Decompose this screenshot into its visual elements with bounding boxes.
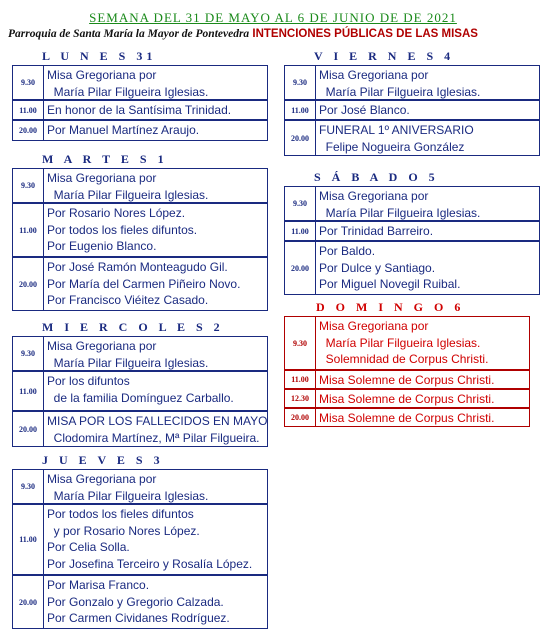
day-heading-martes: M A R T E S 1 — [42, 152, 168, 166]
intention-line: Misa Gregoriana por — [319, 68, 429, 82]
day-heading-domingo: D O M I N G O 6 — [316, 300, 465, 314]
intention-line: Clodomira Martínez, Mª Pilar Filgueira. — [47, 430, 260, 445]
mass-time: 9.30 — [285, 317, 316, 369]
mass-time: 20.00 — [13, 576, 44, 628]
intention-line: Por Francisco Viéitez Casado. — [47, 293, 209, 307]
intention-line: Por Josefina Terceiro y Rosalía López. — [47, 556, 253, 571]
day-heading-sabado: S Á B A D O 5 — [314, 170, 439, 184]
mass-intention — [47, 170, 265, 203]
mass-time: 11.00 — [285, 371, 316, 388]
mass-intention — [47, 506, 265, 572]
intention-line: María Pilar Filgueira Iglesias. — [47, 187, 209, 202]
mass-row-viernes — [284, 120, 540, 156]
intention-line: Por Gonzalo y Gregorio Calzada. — [47, 594, 224, 609]
intention-line: Misa Gregoriana por — [47, 171, 157, 185]
intention-line: Misa Solemne de Corpus Christi. — [319, 392, 495, 406]
intention-line: Por José Ramón Monteagudo Gil. — [47, 260, 228, 274]
mass-intention — [47, 205, 265, 255]
mass-row-martes — [12, 257, 268, 311]
intention-line: Misa Gregoriana por — [319, 319, 429, 333]
intentions-heading: INTENCIONES PÚBLICAS DE LAS MISAS — [252, 28, 478, 40]
intention-line: María Pilar Filgueira Iglesias. — [47, 488, 209, 503]
intention-line: de la familia Domínguez Carballo. — [47, 390, 234, 405]
intention-line: Felipe Nogueira González — [319, 139, 465, 154]
intention-line: María Pilar Filgueira Iglesias. — [319, 205, 481, 220]
mass-row-lunes — [12, 120, 268, 141]
intention-line: Por todos los fieles difuntos. — [47, 222, 198, 237]
intention-line: María Pilar Filgueira Iglesias. — [47, 84, 209, 99]
mass-time: 11.00 — [13, 204, 44, 256]
day-heading-miercoles: M I E R C O L E S 2 — [42, 320, 224, 334]
mass-time: 20.00 — [13, 412, 44, 446]
intention-line: Misa Gregoriana por — [319, 189, 429, 203]
mass-intention — [47, 259, 265, 309]
intention-line: MISA POR LOS FALLECIDOS EN MAYO — [47, 414, 268, 428]
mass-time: 11.00 — [13, 372, 44, 410]
mass-row-domingo — [284, 389, 530, 408]
intention-line: En honor de la Santísima Trinidad. — [47, 103, 232, 117]
mass-time: 9.30 — [13, 470, 44, 503]
mass-intention — [319, 391, 527, 408]
mass-row-lunes — [12, 100, 268, 120]
mass-row-martes — [12, 203, 268, 257]
mass-time: 20.00 — [285, 242, 316, 294]
intention-line: Por Rosario Nores López. — [47, 206, 186, 220]
mass-time: 9.30 — [285, 187, 316, 220]
mass-time: 20.00 — [13, 121, 44, 140]
mass-time: 9.30 — [13, 66, 44, 99]
mass-intention — [319, 372, 527, 389]
intention-line: Por María del Carmen Piñeiro Novo. — [47, 276, 241, 291]
intention-line: Por Eugenio Blanco. — [47, 239, 157, 253]
mass-row-miercoles — [12, 336, 268, 371]
intention-line: Por los difuntos — [47, 374, 130, 388]
intention-line: Misa Solemne de Corpus Christi. — [319, 373, 495, 387]
intention-line: Por Miguel Novegil Ruibal. — [319, 277, 461, 291]
day-heading-lunes: L U N E S 31 — [42, 49, 157, 63]
intention-line: Misa Gregoriana por — [47, 68, 157, 82]
intention-line: y por Rosario Nores López. — [47, 523, 200, 538]
mass-intention — [47, 577, 265, 627]
intention-line: María Pilar Filgueira Iglesias. — [47, 355, 209, 370]
day-heading-viernes: V I E R N E S 4 — [314, 49, 455, 63]
mass-row-viernes — [284, 65, 540, 100]
intention-line: María Pilar Filgueira Iglesias. — [319, 335, 481, 350]
mass-time: 9.30 — [285, 66, 316, 99]
intention-line: Por Celia Solla. — [47, 540, 130, 554]
mass-time: 11.00 — [285, 101, 316, 119]
page-title: SEMANA DEL 31 DE MAYO AL 6 DE JUNIO DE DE 2021 — [89, 10, 457, 25]
mass-intention — [319, 122, 537, 155]
mass-intention — [319, 410, 527, 427]
subtitle — [8, 28, 544, 40]
mass-row-jueves — [12, 504, 268, 575]
mass-intention — [319, 223, 537, 240]
mass-intention — [319, 318, 527, 368]
mass-intention — [47, 338, 265, 371]
parish-name: Parroquia de Santa María la Mayor de Pontevedra — [8, 28, 250, 40]
mass-intention — [319, 188, 537, 221]
intention-line: FUNERAL 1º ANIVERSARIO — [319, 123, 474, 137]
day-heading-jueves: J U E V E S 3 — [42, 453, 164, 467]
intention-line: María Pilar Filgueira Iglesias. — [319, 84, 481, 99]
mass-intention — [319, 243, 537, 293]
intention-line: Por Marisa Franco. — [47, 578, 150, 592]
mass-row-viernes — [284, 100, 540, 120]
mass-intention — [47, 102, 265, 119]
mass-row-lunes — [12, 65, 268, 100]
intention-line: Solemnidad de Corpus Christi. — [319, 352, 489, 366]
mass-time: 11.00 — [13, 101, 44, 119]
mass-intention — [319, 102, 537, 119]
intention-line: Por todos los fieles difuntos — [47, 507, 194, 521]
mass-intention — [47, 122, 265, 139]
mass-time: 9.30 — [13, 169, 44, 202]
mass-time: 20.00 — [13, 258, 44, 310]
intention-line: Por Trinidad Barreiro. — [319, 224, 434, 238]
intention-line: Misa Gregoriana por — [47, 472, 157, 486]
mass-intention — [47, 373, 265, 406]
mass-row-sabado — [284, 221, 540, 241]
mass-row-domingo — [284, 370, 530, 389]
mass-time: 11.00 — [13, 505, 44, 574]
mass-row-martes — [12, 168, 268, 203]
intention-line: Por Dulce y Santiago. — [319, 260, 436, 275]
mass-intention — [319, 67, 537, 100]
mass-time: 11.00 — [285, 222, 316, 240]
mass-row-jueves — [12, 575, 268, 629]
mass-time: 20.00 — [285, 121, 316, 155]
intention-line: Por José Blanco. — [319, 103, 410, 117]
mass-row-jueves — [12, 469, 268, 504]
mass-time: 12.30 — [285, 390, 316, 407]
intention-line: Por Baldo. — [319, 244, 376, 258]
mass-time: 20.00 — [285, 409, 316, 426]
mass-intention — [47, 413, 268, 446]
mass-row-miercoles — [12, 411, 268, 447]
intention-line: Misa Gregoriana por — [47, 339, 157, 353]
mass-intention — [47, 67, 265, 100]
mass-row-domingo — [284, 316, 530, 370]
intention-line: Misa Solemne de Corpus Christi. — [319, 411, 495, 425]
mass-row-sabado — [284, 241, 540, 295]
intention-line: Por Carmen Cividanes Rodríguez. — [47, 611, 230, 625]
intention-line: Por Manuel Martínez Araujo. — [47, 123, 200, 137]
mass-time: 9.30 — [13, 337, 44, 370]
mass-row-miercoles — [12, 371, 268, 411]
mass-row-domingo — [284, 408, 530, 427]
mass-row-sabado — [284, 186, 540, 221]
mass-intention — [47, 471, 265, 504]
